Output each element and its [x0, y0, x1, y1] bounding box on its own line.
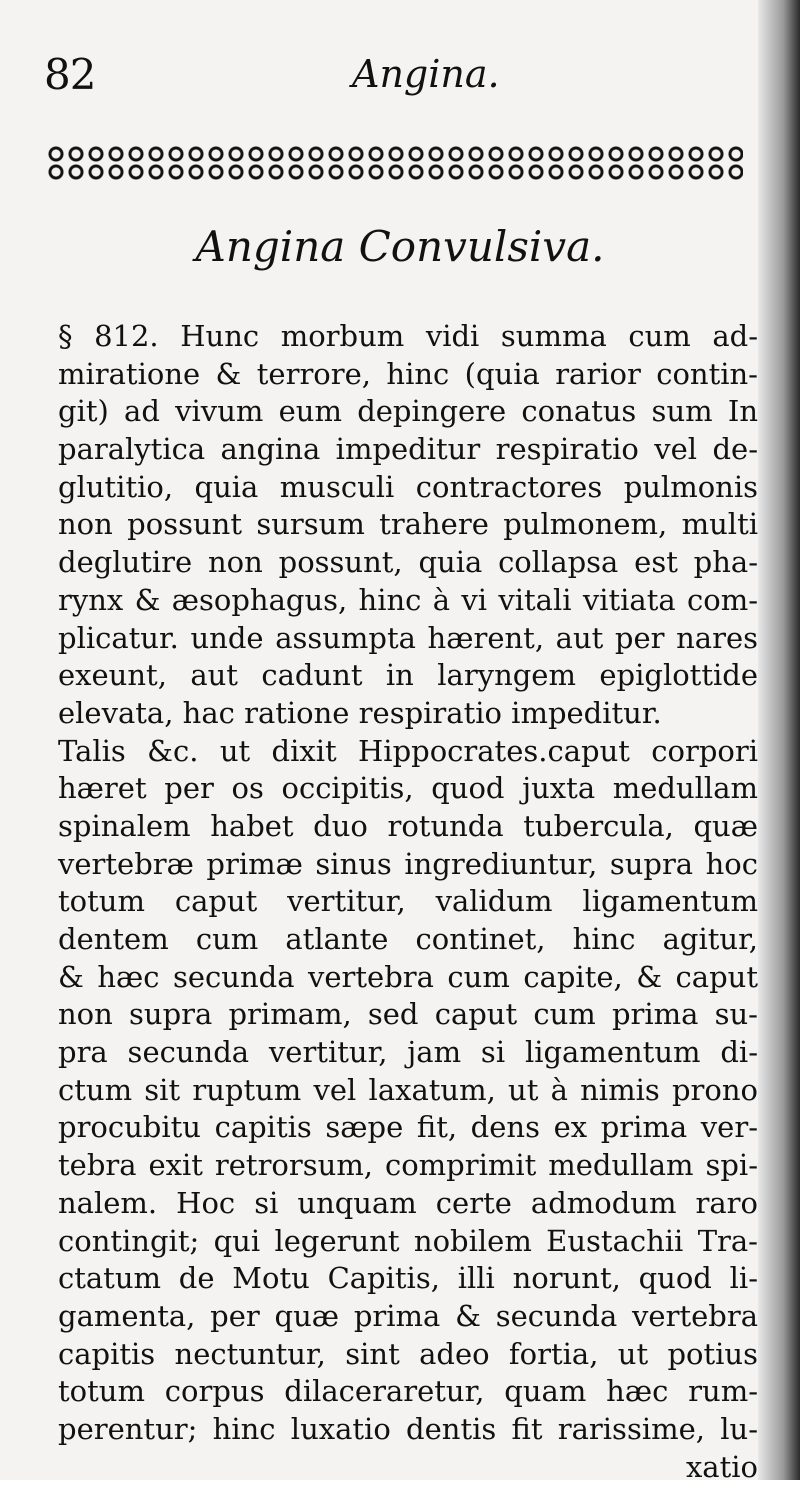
text-line: paralytica angina impeditur respiratio vel de- — [58, 432, 758, 467]
text-line: totum caput vertitur, validum ligamentum — [58, 884, 758, 919]
running-title: Angina. — [352, 52, 500, 96]
text-line: non possunt sursum trahere pulmonem, multi — [58, 507, 758, 542]
text-line: ctum sit ruptum vel laxatum, ut à nimis prono — [58, 1072, 758, 1107]
text-line: elevata, hac ratione respiratio impeditur. — [58, 695, 662, 730]
text-line: perentur; hinc luxatio dentis fit rarissime, lu- — [58, 1411, 758, 1446]
text-line: & hæc secunda vertebra cum capite, & caput — [58, 959, 758, 994]
text-line: glutitio, quia musculi contractores pulmonis — [58, 469, 758, 504]
text-line: totum corpus dilaceraretur, quam hæc rum- — [58, 1374, 758, 1409]
text-line: git) ad vivum eum depingere conatus sum In — [58, 394, 758, 429]
ornamental-band — [46, 145, 743, 181]
text-line: capitis nectuntur, sint adeo fortia, ut potius — [58, 1336, 758, 1371]
text-line: pra secunda vertitur, jam si ligamentum di- — [58, 1035, 758, 1070]
text-line: deglutire non possunt, quia collapsa est pha- — [58, 545, 758, 580]
section-title: Angina Convulsiva. — [195, 222, 605, 271]
text-line: plicatur. unde assumpta hærent, aut per nares — [58, 620, 758, 655]
text-line: procubitu capitis sæpe fit, dens ex prima ver- — [58, 1110, 758, 1145]
text-line: non supra primam, sed caput cum prima su- — [58, 997, 758, 1032]
catchword: xatio — [685, 1449, 758, 1484]
text-line: gamenta, per quæ prima & secunda vertebra — [58, 1298, 758, 1333]
text-line: miratione & terrore, hinc (quia rarior contin- — [58, 356, 758, 391]
text-line: hæret per os occipitis, quod juxta medullam — [58, 771, 758, 806]
text-line: contingit; qui legerunt nobilem Eustachii Tra- — [58, 1223, 758, 1258]
text-line: Talis &c. ut dixit Hippocrates.caput corpori — [58, 733, 758, 768]
running-header — [44, 42, 744, 102]
text-line: rynx & æsophagus, hinc à vi vitali vitiata com- — [58, 582, 758, 617]
text-line: dentem cum atlante continet, hinc agitur, — [58, 922, 758, 956]
text-line: vertebræ primæ sinus ingrediuntur, supra hoc — [58, 846, 758, 881]
text-line: ctatum de Motu Capitis, illi norunt, quod li- — [58, 1261, 758, 1296]
text-line: exeunt, aut cadunt in laryngem epiglottide — [58, 658, 758, 693]
page-number: 82 — [44, 50, 96, 99]
body-text — [58, 318, 758, 1486]
text-line: § 812. Hunc morbum vidi summa cum ad- — [58, 319, 758, 353]
text-line: tebra exit retrorsum, comprimit medullam spi- — [58, 1148, 758, 1183]
text-line: nalem. Hoc si unquam certe admodum raro — [58, 1185, 758, 1220]
text-line: spinalem habet duo rotunda tubercula, quæ — [58, 808, 758, 843]
